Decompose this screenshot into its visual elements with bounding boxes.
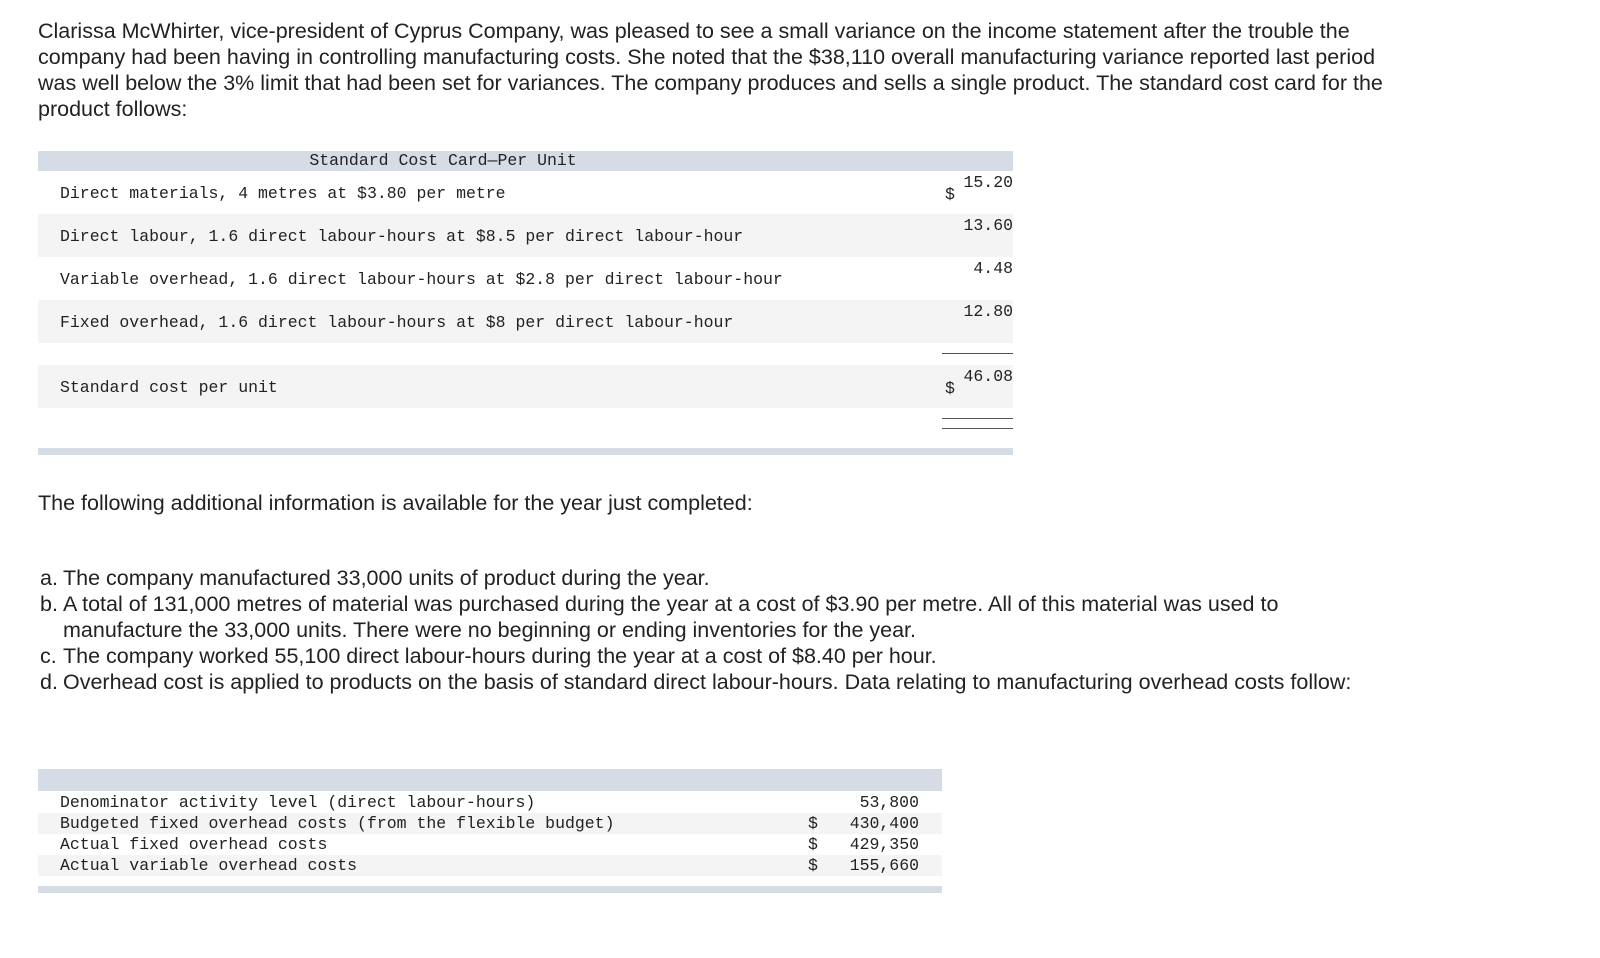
cost-card-row-label: Direct materials, 4 metres at $3.80 per metre	[60, 184, 506, 203]
cost-card-row-label: Variable overhead, 1.6 direct labour-hours at $2.8 per direct labour-hour	[60, 270, 783, 289]
cost-card-dollar-sign: $	[945, 185, 955, 204]
cost-card-total-label: Standard cost per unit	[60, 378, 278, 397]
additional-info-list	[38, 565, 1398, 695]
double-rule-top	[942, 418, 1013, 419]
cost-card-row-amount: 15.20	[963, 173, 1013, 192]
list-item-text: A total of 131,000 metres of material was purchased during the year at a cost of $3.90 per metre. All of this material was used to manufacture the 33,000 units. There were no beginning or ending inventories for the year.	[63, 592, 1279, 642]
list-item-text: The company worked 55,100 direct labour-hours during the year at a cost of $8.40 per hour.	[63, 644, 937, 668]
list-marker: c.	[40, 644, 57, 668]
overhead-row-label: Budgeted fixed overhead costs (from the flexible budget)	[60, 814, 615, 833]
double-rule-bottom	[942, 428, 1013, 429]
overhead-row-label: Actual fixed overhead costs	[60, 835, 328, 854]
list-item	[38, 643, 1398, 669]
overhead-row-value: 430,400	[849, 814, 919, 833]
cost-card-dollar-sign: $	[945, 379, 955, 398]
list-marker: a.	[40, 566, 58, 590]
table-row	[38, 834, 942, 855]
overhead-row-label: Actual variable overhead costs	[60, 856, 358, 875]
cost-card-row-fixed-overhead	[38, 300, 1013, 343]
table-row	[38, 813, 942, 834]
table-row	[38, 792, 942, 813]
cost-card-row-label: Direct labour, 1.6 direct labour-hours at $8.5 per direct labour-hour	[60, 227, 744, 246]
cost-card-row-total	[38, 365, 1013, 408]
list-marker: d.	[40, 670, 58, 694]
overhead-row-value: 155,660	[849, 856, 919, 875]
additional-info-heading: The following additional information is available for the year just completed:	[38, 491, 753, 515]
overhead-row-currency: $	[808, 835, 818, 854]
cost-card-footer	[38, 448, 1013, 455]
list-item-text: Overhead cost is applied to products on the basis of standard direct labour-hours. Data relating to manufacturing overhead costs follow:	[63, 670, 1352, 694]
overhead-row-currency: $	[808, 814, 818, 833]
overhead-table-footer	[38, 886, 942, 893]
list-marker: b.	[40, 592, 58, 616]
overhead-table-header	[38, 769, 942, 791]
list-item-text: The company manufactured 33,000 units of product during the year.	[63, 566, 710, 590]
cost-card-row-label: Fixed overhead, 1.6 direct labour-hours at $8 per direct labour-hour	[60, 313, 734, 332]
cost-card-title: Standard Cost Card—Per Unit	[309, 151, 577, 170]
cost-card-header	[38, 151, 1013, 171]
intro-paragraph: Clarissa McWhirter, vice-president of Cyprus Company, was pleased to see a small variance on the income statement after the trouble the company had been having in controlling manufacturing costs. She noted that the $38,110 overall manufacturing variance reported last period was well below the 3% limit that had been set for variances. The company produces and sells a single product. The standard cost card for the product follows:	[38, 19, 1383, 121]
list-item	[38, 669, 1398, 695]
cost-card-row-amount: 12.80	[963, 302, 1013, 321]
cost-card-row-direct-materials	[38, 171, 1013, 214]
cost-card-total-amount: 46.08	[963, 367, 1013, 386]
list-item	[38, 565, 1398, 591]
overhead-row-value: 53,800	[859, 793, 919, 812]
table-row	[38, 855, 942, 876]
overhead-row-value: 429,350	[849, 835, 919, 854]
cost-card-row-amount: 4.48	[973, 259, 1013, 278]
subtotal-rule	[942, 353, 1013, 354]
overhead-row-currency: $	[808, 856, 818, 875]
cost-card-row-direct-labour	[38, 214, 1013, 257]
list-item	[38, 591, 1398, 643]
cost-card-row-variable-overhead	[38, 257, 1013, 300]
cost-card-row-amount: 13.60	[963, 216, 1013, 235]
overhead-row-label: Denominator activity level (direct labour-hours)	[60, 793, 536, 812]
